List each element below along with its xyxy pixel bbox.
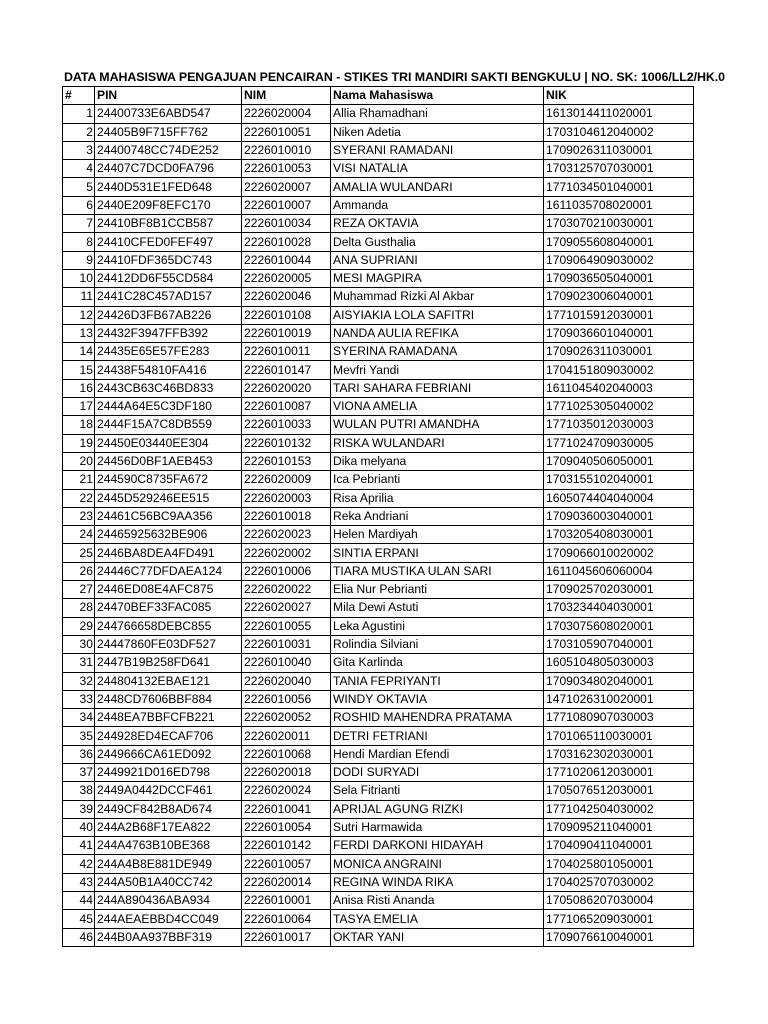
cell-number: 45 [63,910,95,928]
cell-number: 27 [63,581,95,599]
table-row [63,141,694,159]
cell-nim: 2226010028 [242,233,331,251]
cell-nim: 2226010064 [242,910,331,928]
cell-student-name: TASYA EMELIA [331,910,544,928]
cell-pin: 24400733E6ABD547 [95,105,242,123]
cell-number: 29 [63,617,95,635]
cell-nim: 2226020023 [242,526,331,544]
table-row [63,910,694,928]
cell-number: 1 [63,105,95,123]
cell-number: 20 [63,452,95,470]
cell-student-name: REZA OKTAVIA [331,215,544,233]
table-row [63,434,694,452]
cell-nik: 1771035012030003 [544,416,694,434]
cell-nim: 2226010033 [242,416,331,434]
cell-nik: 1605104805030003 [544,654,694,672]
cell-nim: 2226010055 [242,617,331,635]
cell-nim: 2226010068 [242,745,331,763]
cell-nik: 1709055608040001 [544,233,694,251]
cell-nim: 2226010147 [242,361,331,379]
cell-nim: 2226010054 [242,818,331,836]
cell-pin: 24405B9F715FF762 [95,123,242,141]
cell-nik: 1701065110030001 [544,727,694,745]
cell-student-name: NANDA AULIA REFIKA [331,324,544,342]
cell-student-name: Ammanda [331,196,544,214]
cell-pin: 2445D529246EE515 [95,489,242,507]
cell-student-name: ROSHID MAHENDRA PRATAMA [331,709,544,727]
cell-number: 41 [63,837,95,855]
cell-student-name: OKTAR YANI [331,928,544,946]
cell-nik: 1709036003040001 [544,507,694,525]
cell-student-name: Anisa Risti Ananda [331,892,544,910]
cell-nim: 2226010142 [242,837,331,855]
cell-number: 24 [63,526,95,544]
cell-pin: 244A50B1A40CC742 [95,873,242,891]
cell-student-name: Mevfri Yandi [331,361,544,379]
cell-number: 18 [63,416,95,434]
cell-number: 5 [63,178,95,196]
cell-nim: 2226010051 [242,123,331,141]
cell-nik: 1705086207030004 [544,892,694,910]
cell-pin: 24410FDF365DC743 [95,251,242,269]
cell-student-name: Rolindia Silviani [331,635,544,653]
cell-number: 13 [63,324,95,342]
cell-pin: 2449A0442DCCF461 [95,782,242,800]
cell-nim: 2226020014 [242,873,331,891]
cell-nim: 2226020004 [242,105,331,123]
cell-number: 38 [63,782,95,800]
table-header-row [63,87,694,105]
cell-number: 11 [63,288,95,306]
cell-number: 25 [63,544,95,562]
cell-pin: 24412DD6F55CD584 [95,269,242,287]
cell-pin: 24400748CC74DE252 [95,141,242,159]
cell-student-name: REGINA WINDA RIKA [331,873,544,891]
cell-pin: 2443CB63C46BD833 [95,379,242,397]
table-row [63,544,694,562]
cell-nim: 2226020027 [242,599,331,617]
cell-nik: 1611045606060004 [544,562,694,580]
cell-pin: 2441C28C457AD157 [95,288,242,306]
cell-nim: 2226010153 [242,452,331,470]
table-row [63,196,694,214]
cell-pin: 24410CFED0FEF497 [95,233,242,251]
cell-number: 9 [63,251,95,269]
cell-student-name: MESI MAGPIRA [331,269,544,287]
cell-student-name: Gita Karlinda [331,654,544,672]
cell-nik: 1771042504030002 [544,800,694,818]
cell-nim: 2226020009 [242,471,331,489]
cell-pin: 244804132EBAE121 [95,672,242,690]
cell-number: 31 [63,654,95,672]
cell-student-name: Allia Rhamadhani [331,105,544,123]
cell-number: 2 [63,123,95,141]
table-row [63,617,694,635]
cell-pin: 2444A64E5C3DF180 [95,398,242,416]
document-title: DATA MAHASISWA PENGAJUAN PENCAIRAN - STIKES TRI MANDIRI SAKTI BENGKULU | NO. SK: 1006/LL2/HK.0 [64,70,726,84]
table-body [63,105,694,947]
cell-pin: 2449921D016ED798 [95,763,242,781]
cell-nik: 1605074404040004 [544,489,694,507]
cell-student-name: Reka Andriani [331,507,544,525]
table-row [63,672,694,690]
cell-nik: 1703075608020001 [544,617,694,635]
cell-number: 33 [63,690,95,708]
cell-pin: 2449CF842B8AD674 [95,800,242,818]
cell-pin: 2440E209F8EFC170 [95,196,242,214]
table-row [63,178,694,196]
cell-student-name: SINTIA ERPANI [331,544,544,562]
cell-pin: 2448EA7BBFCFB221 [95,709,242,727]
table-row [63,654,694,672]
cell-pin: 24461C56BC9AA356 [95,507,242,525]
cell-nik: 1771034501040001 [544,178,694,196]
cell-nim: 2226010007 [242,196,331,214]
cell-nik: 1771025305040002 [544,398,694,416]
cell-nik: 1771065209030001 [544,910,694,928]
cell-nim: 2226020020 [242,379,331,397]
cell-student-name: WINDY OKTAVIA [331,690,544,708]
cell-number: 22 [63,489,95,507]
cell-nik: 1611035708020001 [544,196,694,214]
cell-pin: 244AEAEBBD4CC049 [95,910,242,928]
cell-nim: 2226010057 [242,855,331,873]
cell-nim: 2226010056 [242,690,331,708]
spreadsheet [62,68,768,947]
cell-nim: 2226010132 [242,434,331,452]
cell-student-name: Elia Nur Pebrianti [331,581,544,599]
cell-pin: 24432F3947FFB392 [95,324,242,342]
cell-number: 40 [63,818,95,836]
cell-number: 32 [63,672,95,690]
table-row [63,873,694,891]
cell-number: 15 [63,361,95,379]
cell-student-name: ANA SUPRIANI [331,251,544,269]
cell-nik: 1613014411020001 [544,105,694,123]
cell-pin: 24426D3FB67AB226 [95,306,242,324]
cell-pin: 244A890436ABA934 [95,892,242,910]
table-row [63,288,694,306]
table-row [63,324,694,342]
table-row [63,269,694,287]
cell-nim: 2226010040 [242,654,331,672]
cell-pin: 24470BEF33FAC085 [95,599,242,617]
cell-pin: 244590C8735FA672 [95,471,242,489]
cell-number: 14 [63,343,95,361]
cell-number: 36 [63,745,95,763]
cell-nik: 1703205408030001 [544,526,694,544]
cell-pin: 2448CD7606BBF884 [95,690,242,708]
cell-nim: 2226010031 [242,635,331,653]
cell-number: 28 [63,599,95,617]
cell-nik: 1771020612030001 [544,763,694,781]
cell-student-name: Helen Mardiyah [331,526,544,544]
cell-nim: 2226020018 [242,763,331,781]
cell-nik: 1705076512030001 [544,782,694,800]
cell-number: 43 [63,873,95,891]
cell-nik: 1703162302030001 [544,745,694,763]
cell-student-name: DODI SURYADI [331,763,544,781]
cell-number: 8 [63,233,95,251]
cell-number: 35 [63,727,95,745]
cell-nim: 2226010017 [242,928,331,946]
cell-number: 6 [63,196,95,214]
table-row [63,489,694,507]
cell-pin: 244A4B8E881DE949 [95,855,242,873]
table-row [63,727,694,745]
cell-nik: 1709095211040001 [544,818,694,836]
cell-nim: 2226020002 [242,544,331,562]
table-row [63,892,694,910]
table-row [63,800,694,818]
cell-pin: 244928ED4ECAF706 [95,727,242,745]
cell-pin: 24410BF8B1CCB587 [95,215,242,233]
cell-number: 17 [63,398,95,416]
cell-student-name: TANIA FEPRIYANTI [331,672,544,690]
table-row [63,818,694,836]
header-pin: PIN [95,87,242,105]
cell-pin: 24465925632BE906 [95,526,242,544]
cell-student-name: SYERANI RAMADANI [331,141,544,159]
cell-number: 42 [63,855,95,873]
cell-nik: 1709023006040001 [544,288,694,306]
cell-nim: 2226020022 [242,581,331,599]
header-nik: NIK [544,87,694,105]
cell-number: 30 [63,635,95,653]
cell-student-name: VIONA AMELIA [331,398,544,416]
table-row [63,745,694,763]
cell-nik: 1709036601040001 [544,324,694,342]
cell-student-name: RISKA WULANDARI [331,434,544,452]
cell-nik: 1709064909030002 [544,251,694,269]
cell-pin: 244A4763B10BE368 [95,837,242,855]
table-row [63,709,694,727]
table-row [63,160,694,178]
cell-nik: 1704151809030002 [544,361,694,379]
cell-student-name: FERDI DARKONI HIDAYAH [331,837,544,855]
table-row [63,361,694,379]
cell-pin: 2440D531E1FED648 [95,178,242,196]
cell-student-name: AISYIAKIA LOLA SAFITRI [331,306,544,324]
cell-nim: 2226020005 [242,269,331,287]
cell-nik: 1709036505040001 [544,269,694,287]
cell-nim: 2226010006 [242,562,331,580]
table-row [63,105,694,123]
table-row [63,123,694,141]
cell-number: 12 [63,306,95,324]
cell-student-name: Dika melyana [331,452,544,470]
cell-student-name: DETRI FETRIANI [331,727,544,745]
cell-nim: 2226010044 [242,251,331,269]
table-row [63,343,694,361]
table-row [63,233,694,251]
table-row [63,855,694,873]
table-row [63,379,694,397]
table-row [63,690,694,708]
cell-pin: 2444F15A7C8DB559 [95,416,242,434]
cell-number: 39 [63,800,95,818]
cell-nik: 1703125707030001 [544,160,694,178]
cell-pin: 24456D0BF1AEB453 [95,452,242,470]
cell-nim: 2226010053 [242,160,331,178]
cell-student-name: TIARA MUSTIKA ULAN SARI [331,562,544,580]
cell-number: 44 [63,892,95,910]
cell-nik: 1471026310020001 [544,690,694,708]
cell-nim: 2226010034 [242,215,331,233]
cell-student-name: VISI NATALIA [331,160,544,178]
cell-nik: 1771024709030005 [544,434,694,452]
cell-nim: 2226020011 [242,727,331,745]
cell-number: 26 [63,562,95,580]
cell-nik: 1709034802040001 [544,672,694,690]
cell-nim: 2226010011 [242,343,331,361]
cell-pin: 244766658DEBC855 [95,617,242,635]
cell-pin: 2446ED08E4AFC875 [95,581,242,599]
cell-number: 4 [63,160,95,178]
cell-number: 21 [63,471,95,489]
cell-nim: 2226020024 [242,782,331,800]
table-row [63,837,694,855]
cell-nik: 1703234404030001 [544,599,694,617]
cell-number: 19 [63,434,95,452]
cell-pin: 2446BA8DEA4FD491 [95,544,242,562]
cell-student-name: Mila Dewi Astuti [331,599,544,617]
cell-nim: 2226020003 [242,489,331,507]
cell-nim: 2226020007 [242,178,331,196]
cell-nim: 2226010010 [242,141,331,159]
cell-nim: 2226020040 [242,672,331,690]
cell-number: 23 [63,507,95,525]
student-table [62,86,694,947]
cell-nik: 1771080907030003 [544,709,694,727]
table-row [63,763,694,781]
cell-nik: 1709026311030001 [544,141,694,159]
cell-student-name: Delta Gusthalia [331,233,544,251]
cell-number: 7 [63,215,95,233]
cell-student-name: SYERINA RAMADANA [331,343,544,361]
cell-nik: 1709025702030001 [544,581,694,599]
header-student-name: Nama Mahasiswa [331,87,544,105]
table-row [63,251,694,269]
cell-student-name: Hendi Mardian Efendi [331,745,544,763]
cell-pin: 24407C7DCD0FA796 [95,160,242,178]
cell-pin: 24447860FE03DF527 [95,635,242,653]
table-row [63,635,694,653]
cell-number: 46 [63,928,95,946]
cell-nim: 2226010001 [242,892,331,910]
cell-nik: 1703104612040002 [544,123,694,141]
header-nim: NIM [242,87,331,105]
cell-pin: 24450E03440EE304 [95,434,242,452]
table-row [63,526,694,544]
cell-nik: 1709076610040001 [544,928,694,946]
cell-nim: 2226010019 [242,324,331,342]
cell-number: 10 [63,269,95,287]
cell-nim: 2226020046 [242,288,331,306]
cell-pin: 24446C77DFDAEA124 [95,562,242,580]
table-row [63,452,694,470]
cell-nik: 1709066010020002 [544,544,694,562]
table-row [63,471,694,489]
table-row [63,782,694,800]
header-number: # [63,87,95,105]
table-row [63,928,694,946]
cell-nik: 1704025707030002 [544,873,694,891]
table-row [63,562,694,580]
cell-number: 37 [63,763,95,781]
cell-pin: 24438F54810FA416 [95,361,242,379]
cell-student-name: Risa Aprilia [331,489,544,507]
cell-nim: 2226020052 [242,709,331,727]
cell-nim: 2226010018 [242,507,331,525]
cell-number: 16 [63,379,95,397]
cell-nik: 1709040506050001 [544,452,694,470]
cell-pin: 244B0AA937BBF319 [95,928,242,946]
cell-pin: 2447B19B258FD641 [95,654,242,672]
cell-student-name: Sela Fitrianti [331,782,544,800]
table-row [63,581,694,599]
cell-student-name: Sutri Harmawida [331,818,544,836]
table-row [63,306,694,324]
table-row [63,215,694,233]
cell-pin: 24435E65E57FE283 [95,343,242,361]
cell-student-name: MONICA ANGRAINI [331,855,544,873]
cell-nim: 2226010041 [242,800,331,818]
cell-student-name: TARI SAHARA FEBRIANI [331,379,544,397]
cell-nik: 1703155102040001 [544,471,694,489]
table-row [63,416,694,434]
table-row [63,507,694,525]
cell-student-name: APRIJAL AGUNG RIZKI [331,800,544,818]
cell-nik: 1704025801050001 [544,855,694,873]
cell-student-name: Ica Pebrianti [331,471,544,489]
cell-nik: 1703070210030001 [544,215,694,233]
cell-pin: 2449666CA61ED092 [95,745,242,763]
cell-nik: 1611045402040003 [544,379,694,397]
cell-nik: 1771015912030001 [544,306,694,324]
cell-nik: 1709026311030001 [544,343,694,361]
cell-student-name: Leka Agustini [331,617,544,635]
cell-nim: 2226010087 [242,398,331,416]
cell-nik: 1704090411040001 [544,837,694,855]
cell-student-name: AMALIA WULANDARI [331,178,544,196]
cell-student-name: Niken Adetia [331,123,544,141]
cell-student-name: Muhammad Rizki Al Akbar [331,288,544,306]
cell-number: 34 [63,709,95,727]
table-row [63,398,694,416]
cell-nik: 1703105907040001 [544,635,694,653]
table-row [63,599,694,617]
cell-number: 3 [63,141,95,159]
cell-nim: 2226010108 [242,306,331,324]
cell-student-name: WULAN PUTRI AMANDHA [331,416,544,434]
cell-pin: 244A2B68F17EA822 [95,818,242,836]
